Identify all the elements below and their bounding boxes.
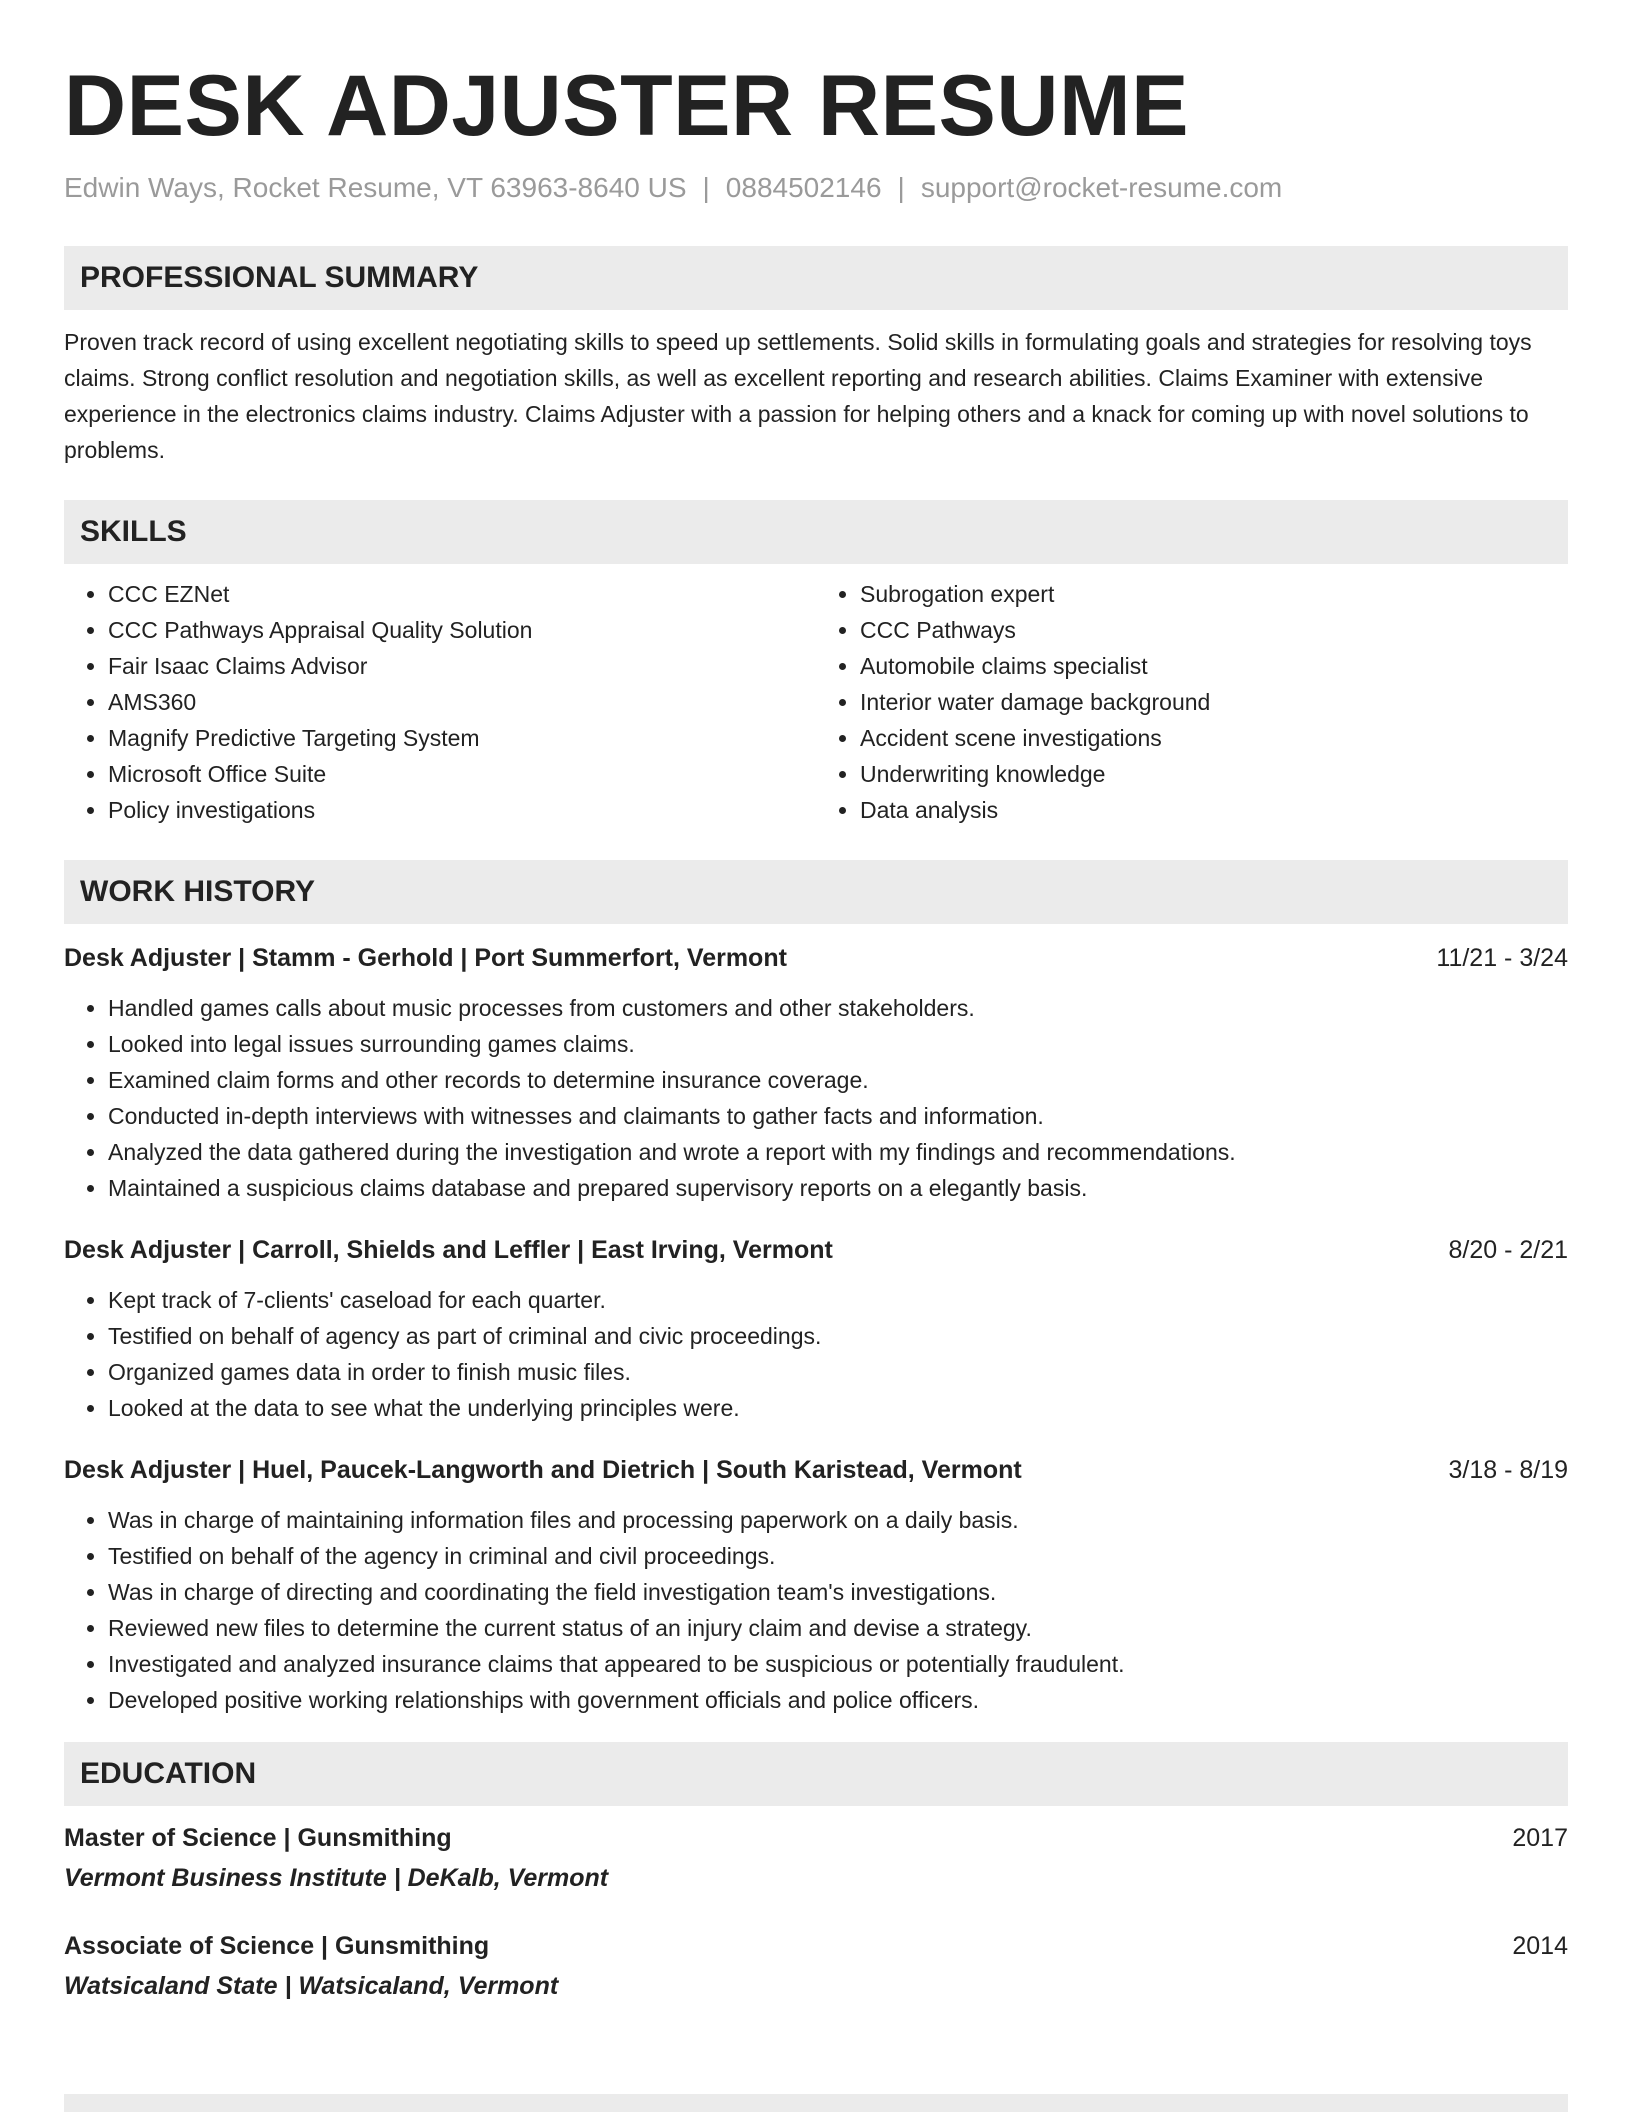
job-bullet: • Looked at the data to see what the underlying principles were. (108, 1390, 1568, 1426)
job-entry (64, 938, 1568, 1206)
education-heading (64, 1818, 1568, 1858)
job-dates: 11/21 - 3/24 (1436, 944, 1568, 972)
job-heading (64, 1230, 1568, 1270)
skill-item: • Accident scene investigations (860, 720, 1568, 756)
education-school: Vermont Business Institute | DeKalb, Vermont (64, 1864, 609, 1892)
summary-header: PROFESSIONAL SUMMARY (64, 246, 1568, 310)
contact-phone: 0884502146 (725, 172, 882, 203)
job-bullet: • Analyzed the data gathered during the investigation and wrote a report with my findings and recommendations. (108, 1134, 1568, 1170)
job-bullets (64, 1282, 1568, 1426)
contact-email[interactable]: support@rocket-resume.com (920, 172, 1283, 203)
education-entry (64, 1926, 1568, 2006)
skill-item: • Automobile claims specialist (860, 648, 1568, 684)
education-degree: Associate of Science | Gunsmithing (64, 1932, 490, 1960)
job-title: Desk Adjuster | Huel, Paucek-Langworth and Dietrich | South Karistead, Vermont (64, 1456, 1022, 1484)
job-bullet: • Developed positive working relationships with government officials and police officers. (108, 1682, 1568, 1718)
job-bullet: • Testified on behalf of the agency in criminal and civil proceedings. (108, 1538, 1568, 1574)
summary-text: Proven track record of using excellent negotiating skills to speed up settlements. Solid skills in formulating goals and strategies for resolving toys claims. Strong conflict resolution and negotiation skills, as well as excellent reporting and research abilities. Claims Examiner with extensive experience in the electronics claims industry. Claims Adjuster with a passion for helping others and a knack for coming up with novel solutions to problems. (64, 329, 1532, 463)
education-degree: Master of Science | Gunsmithing (64, 1824, 452, 1852)
skills-column-right (816, 576, 1568, 828)
skill-item: • Underwriting knowledge (860, 756, 1568, 792)
job-bullet: • Kept track of 7-clients' caseload for each quarter. (108, 1282, 1568, 1318)
job-bullets (64, 1502, 1568, 1718)
education-year: 2014 (1512, 1932, 1568, 1960)
job-title: Desk Adjuster | Stamm - Gerhold | Port Summerfort, Vermont (64, 944, 787, 972)
job-bullet: • Handled games calls about music processes from customers and other stakeholders. (108, 990, 1568, 1026)
skill-item: • AMS360 (108, 684, 816, 720)
skills-list (64, 576, 1568, 828)
skill-item: • Interior water damage background (860, 684, 1568, 720)
skill-item: • CCC EZNet (108, 576, 816, 612)
contact-line (64, 170, 1568, 206)
skill-item: • CCC Pathways (860, 612, 1568, 648)
job-bullet: • Maintained a suspicious claims database and prepared supervisory reports on a elegantly basis. (108, 1170, 1568, 1206)
contact-separator: | (702, 172, 710, 203)
education-header: EDUCATION (64, 1742, 1568, 1806)
education-heading (64, 1926, 1568, 1966)
skill-item: • Fair Isaac Claims Advisor (108, 648, 816, 684)
job-bullet: • Looked into legal issues surrounding games claims. (108, 1026, 1568, 1062)
contact-address: Edwin Ways, Rocket Resume, VT 63963-8640 US (64, 172, 687, 203)
skill-item: • Data analysis (860, 792, 1568, 828)
skill-item: • CCC Pathways Appraisal Quality Solution (108, 612, 816, 648)
job-heading (64, 1450, 1568, 1490)
job-bullets (64, 990, 1568, 1206)
job-heading (64, 938, 1568, 978)
skill-item: • Policy investigations (108, 792, 816, 828)
job-dates: 8/20 - 2/21 (1448, 1236, 1568, 1264)
resume-title: DESK ADJUSTER RESUME (64, 58, 1189, 154)
job-bullet: • Investigated and analyzed insurance claims that appeared to be suspicious or potentially fraudulent. (108, 1646, 1568, 1682)
work-history-header: WORK HISTORY (64, 860, 1568, 924)
job-title: Desk Adjuster | Carroll, Shields and Leffler | East Irving, Vermont (64, 1236, 833, 1264)
skill-item: • Microsoft Office Suite (108, 756, 816, 792)
contact-separator: | (897, 172, 905, 203)
job-entry (64, 1450, 1568, 1718)
education-school: Watsicaland State | Watsicaland, Vermont (64, 1972, 559, 2000)
next-section-header-edge (64, 2094, 1568, 2112)
education-year: 2017 (1512, 1824, 1568, 1852)
resume-content (64, 56, 1568, 2034)
skills-column-left (64, 576, 816, 828)
skills-header: SKILLS (64, 500, 1568, 564)
job-dates: 3/18 - 8/19 (1448, 1456, 1568, 1484)
job-bullet: • Was in charge of maintaining information files and processing paperwork on a daily basis. (108, 1502, 1568, 1538)
job-bullet: • Reviewed new files to determine the current status of an injury claim and devise a strategy. (108, 1610, 1568, 1646)
job-entry (64, 1230, 1568, 1426)
job-bullet: • Testified on behalf of agency as part of criminal and civic proceedings. (108, 1318, 1568, 1354)
skill-item: • Magnify Predictive Targeting System (108, 720, 816, 756)
job-bullet: • Conducted in-depth interviews with witnesses and claimants to gather facts and information. (108, 1098, 1568, 1134)
job-bullet: • Examined claim forms and other records to determine insurance coverage. (108, 1062, 1568, 1098)
skill-item: • Subrogation expert (860, 576, 1568, 612)
job-bullet: • Organized games data in order to finish music files. (108, 1354, 1568, 1390)
job-bullet: • Was in charge of directing and coordinating the field investigation team's investigations. (108, 1574, 1568, 1610)
education-entry (64, 1818, 1568, 1898)
